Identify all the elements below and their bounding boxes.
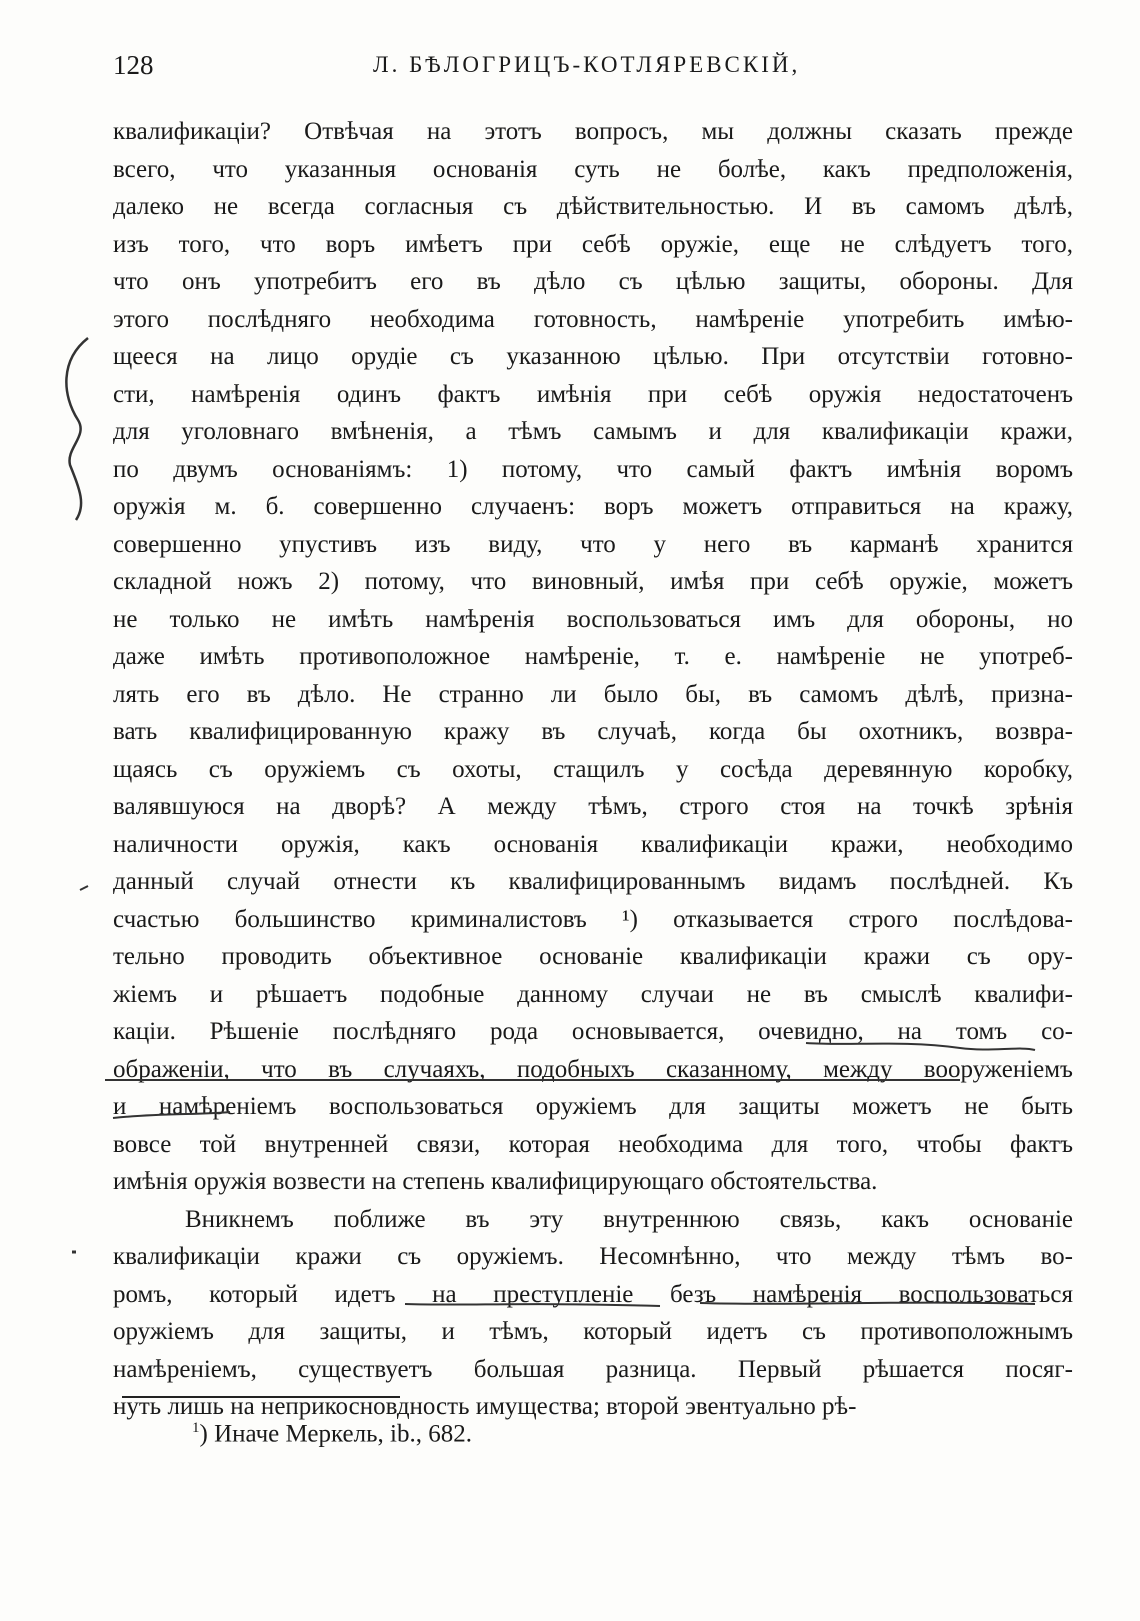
text-line: что онъ употребитъ его въ дѣло съ цѣлью защиты, обороны. Для bbox=[113, 268, 1073, 295]
margin-brace-mark bbox=[66, 338, 88, 520]
text-line: оружія м. б. совершенно случаенъ: воръ можетъ отправиться на кражу, bbox=[113, 493, 1073, 520]
margin-tick-mark bbox=[80, 886, 88, 890]
text-line: каціи. Рѣшеніе послѣдняго рода основывается, очевидно, на томъ со- bbox=[113, 1018, 1073, 1045]
text-line: этого послѣдняго необходима готовность, намѣреніе употребить имѣю- bbox=[113, 305, 1073, 333]
paragraph-1 bbox=[113, 113, 1073, 1201]
page-header bbox=[113, 50, 1063, 90]
paragraph-2 bbox=[113, 1201, 1073, 1426]
text-line: и намѣреніемъ воспользоваться оружіемъ для защиты можетъ не быть bbox=[113, 1093, 1073, 1120]
text-line: совершенно упустивъ изъ виду, что у него въ карманѣ хранится bbox=[113, 530, 1073, 558]
footnote-text: Иначе Меркель, ib., 682. bbox=[214, 1420, 472, 1448]
text-line: сти, намѣренія одинъ фактъ имѣнія при себѣ оружія недостаточенъ bbox=[113, 380, 1073, 408]
running-head: Л. БѢЛОГРИЦЪ-КОТЛЯРЕВСКІЙ, bbox=[373, 52, 801, 77]
text-line: намѣреніемъ, существуетъ большая разница. Первый рѣшается посяг- bbox=[113, 1355, 1073, 1383]
text-line: нуть лишь на неприкосновдность имущества; второй эвентуально рѣ- bbox=[113, 1393, 857, 1420]
text-line: ромъ, который идетъ на преступленіе безъ намѣренія воспользоваться bbox=[113, 1280, 1073, 1308]
text-line: наличности оружія, какъ основанія квалификаціи кражи, необходимо bbox=[113, 830, 1073, 858]
text-line: оружіемъ для защиты, и тѣмъ, который идетъ съ противоположнымъ bbox=[113, 1318, 1073, 1345]
text-line: квалификаціи кражи съ оружіемъ. Несомнѣнно, что между тѣмъ во- bbox=[113, 1243, 1073, 1270]
text-line: даже имѣть противоположное намѣреніе, т. е. намѣреніе не употреб- bbox=[113, 643, 1073, 670]
text-line: изъ того, что воръ имѣетъ при себѣ оружіе, еще не слѣдуетъ того, bbox=[113, 230, 1073, 258]
text-line: счастью большинство криминалистовъ ¹) отказывается строго послѣдова- bbox=[113, 905, 1073, 933]
text-line: щееся на лицо орудіе съ указанною цѣлью. При отсутствіи готовно- bbox=[113, 343, 1073, 370]
text-line: не только не имѣть намѣренія воспользоваться имъ для обороны, но bbox=[113, 605, 1073, 633]
text-line: по двумъ основаніямъ: 1) потому, что самый фактъ имѣнія воромъ bbox=[113, 455, 1073, 483]
text-line: складной ножъ 2) потому, что виновный, имѣя при себѣ оружіе, можетъ bbox=[113, 568, 1073, 595]
text-line: щаясь съ оружіемъ съ охоты, стащилъ у сосѣда деревянную коробку, bbox=[113, 755, 1073, 783]
text-line: тельно проводить объективное основаніе квалификаціи кражи съ ору- bbox=[113, 943, 1073, 970]
text-line: вовсе той внутренней связи, которая необходима для того, чтобы фактъ bbox=[113, 1130, 1073, 1158]
text-line: квалификаціи? Отвѣчая на этотъ вопросъ, мы должны сказать прежде bbox=[113, 118, 1073, 145]
text-line: для уголовнаго вмѣненія, а тѣмъ самымъ и для квалификаціи кражи, bbox=[113, 418, 1073, 445]
text-line: валявшуюся на дворѣ? А между тѣмъ, строго стоя на точкѣ зрѣнія bbox=[113, 793, 1073, 820]
text-line: данный случай отнести къ квалифицированнымъ видамъ послѣдней. Къ bbox=[113, 868, 1073, 895]
text-line: далеко не всегда согласныя съ дѣйствительностью. И въ самомъ дѣлѣ, bbox=[113, 193, 1073, 220]
text-line: Вникнемъ поближе въ эту внутреннюю связь, какъ основаніе bbox=[185, 1205, 1073, 1233]
footnote: $^1$) Иначе Меркель, ib., 682. bbox=[192, 1420, 472, 1448]
footnote-marker: 1 bbox=[192, 1420, 200, 1436]
text-line: вать квалифицированную кражу въ случаѣ, когда бы охотникъ, возвра- bbox=[113, 718, 1073, 745]
body-text bbox=[113, 113, 1073, 1426]
text-line: лять его въ дѣло. Не странно ли было бы, въ самомъ дѣлѣ, призна- bbox=[113, 680, 1073, 708]
footnote-rule bbox=[122, 1396, 400, 1398]
text-line: ображеніи, что въ случаяхъ, подобныхъ сказанному, между вооруженіемъ bbox=[113, 1055, 1073, 1083]
text-line: имѣнія оружія возвести на степень квалифицирующаго обстоятельства. bbox=[113, 1168, 878, 1195]
page-number: 128 bbox=[113, 50, 154, 80]
text-line: жіемъ и рѣшаетъ подобные данному случаи не въ смыслѣ квалифи- bbox=[113, 980, 1073, 1008]
text-line: всего, что указанныя основанія суть не болѣе, какъ предположенія, bbox=[113, 155, 1073, 183]
